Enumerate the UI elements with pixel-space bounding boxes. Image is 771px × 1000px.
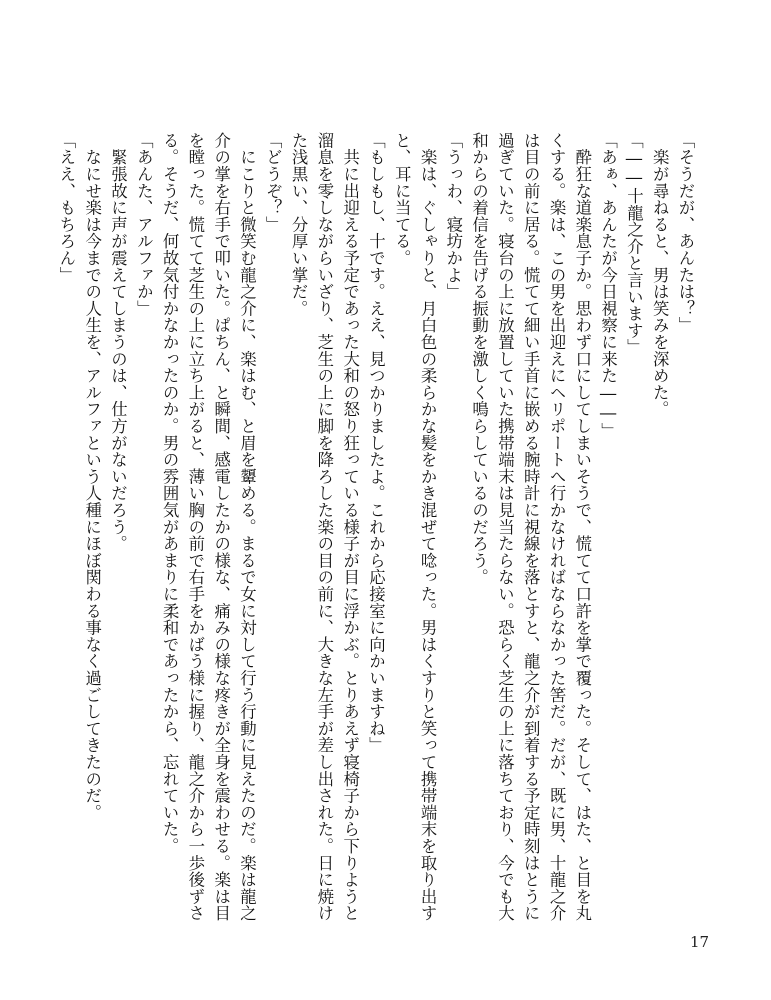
text-line: 「あぁ、あんたが今日視察に来た――」 (598, 132, 618, 440)
text-line: 和からの着信を告げる振動を激しく鳴らしているのだろう。 (469, 132, 489, 586)
text-line: る。そうだ、何故気付かなかったのか。男の雰囲気があまりに柔和であったから、忘れていた。 (160, 132, 180, 855)
text-line: 楽は、ぐしゃりと、月白色の柔らかな髪をかき混ぜて唸った。男はくすりと笑って携帯端末を取り出す (418, 132, 438, 922)
text-line: 酔狂な道楽息子か。思わず口にしてしまいそうで、慌てて口許を掌で覆った。そして、はた、と目を丸 (572, 132, 592, 922)
text-line: くする。楽は、この男を出迎えにヘリポートへ行かなければならなかった筈だ。だが、既に男、十龍之介 (547, 132, 567, 922)
text-line: 「あんた、アルファか」 (134, 132, 154, 317)
vertical-text-block (56, 132, 698, 922)
text-line: 溜息を零しながらいざり、芝生の上に脚を降ろした楽の目の前に、大きな左手が差し出された。日に焼け (314, 132, 334, 922)
text-line: た浅黒い、分厚い掌だ。 (289, 132, 309, 317)
text-line: 「もしもし、十です。ええ、見つかりましたよ。これから応接室に向かいますね」 (366, 132, 386, 754)
text-line: にこりと微笑む龍之介に、楽はむ、と眉を顰める。まるで女に対して行う行動に見えたのだ。楽は龍之 (237, 132, 257, 922)
text-line: 楽が尋ねると、男は笑みを深めた。 (650, 132, 670, 418)
text-line: と、耳に当てる。 (392, 132, 412, 267)
text-line: 介の掌を右手で叩いた。ぱちん、と瞬間、感電したかの様な、痛みの様な疼きが全身を震わせる。楽は目 (211, 132, 231, 922)
text-line: 「ええ、もちろん」 (56, 132, 76, 284)
text-line: 緊張故に声が震えてしまうのは、仕方がないだろう。 (108, 132, 128, 552)
text-line: 「どうぞ？」 (263, 132, 283, 233)
text-line: なにせ楽は今までの人生を、アルファという人種にほぼ関わる事なく過ごしてきたのだ。 (82, 132, 102, 821)
text-line: 「そうだが、あんたは？」 (676, 132, 695, 334)
page-number: 17 (690, 933, 710, 951)
text-line: を瞠った。慌てて芝生の上に立ち上がると、薄い胸の前で右手をかばう様に握り、龍之介から一歩後ずさ (185, 132, 205, 922)
text-line: 共に出迎える予定であった大和の怒り狂っている様子が目に浮かぶ。とりあえず寝椅子から下りようと (340, 132, 360, 922)
text-line: は目の前に居る。慌てて細い手首に嵌める腕時計に視線を落とすと、龍之介が到着する予定時刻はとうに (521, 132, 541, 922)
text-line: 「うっわ、寝坊かよ」 (443, 132, 463, 300)
text-line: 「――十龍之介と言います」 (624, 132, 644, 356)
text-line: 過ぎていた。寝台の上に放置していた携帯端末は見当たらない。恐らく芝生の上に落ちており、今でも大 (495, 132, 515, 922)
